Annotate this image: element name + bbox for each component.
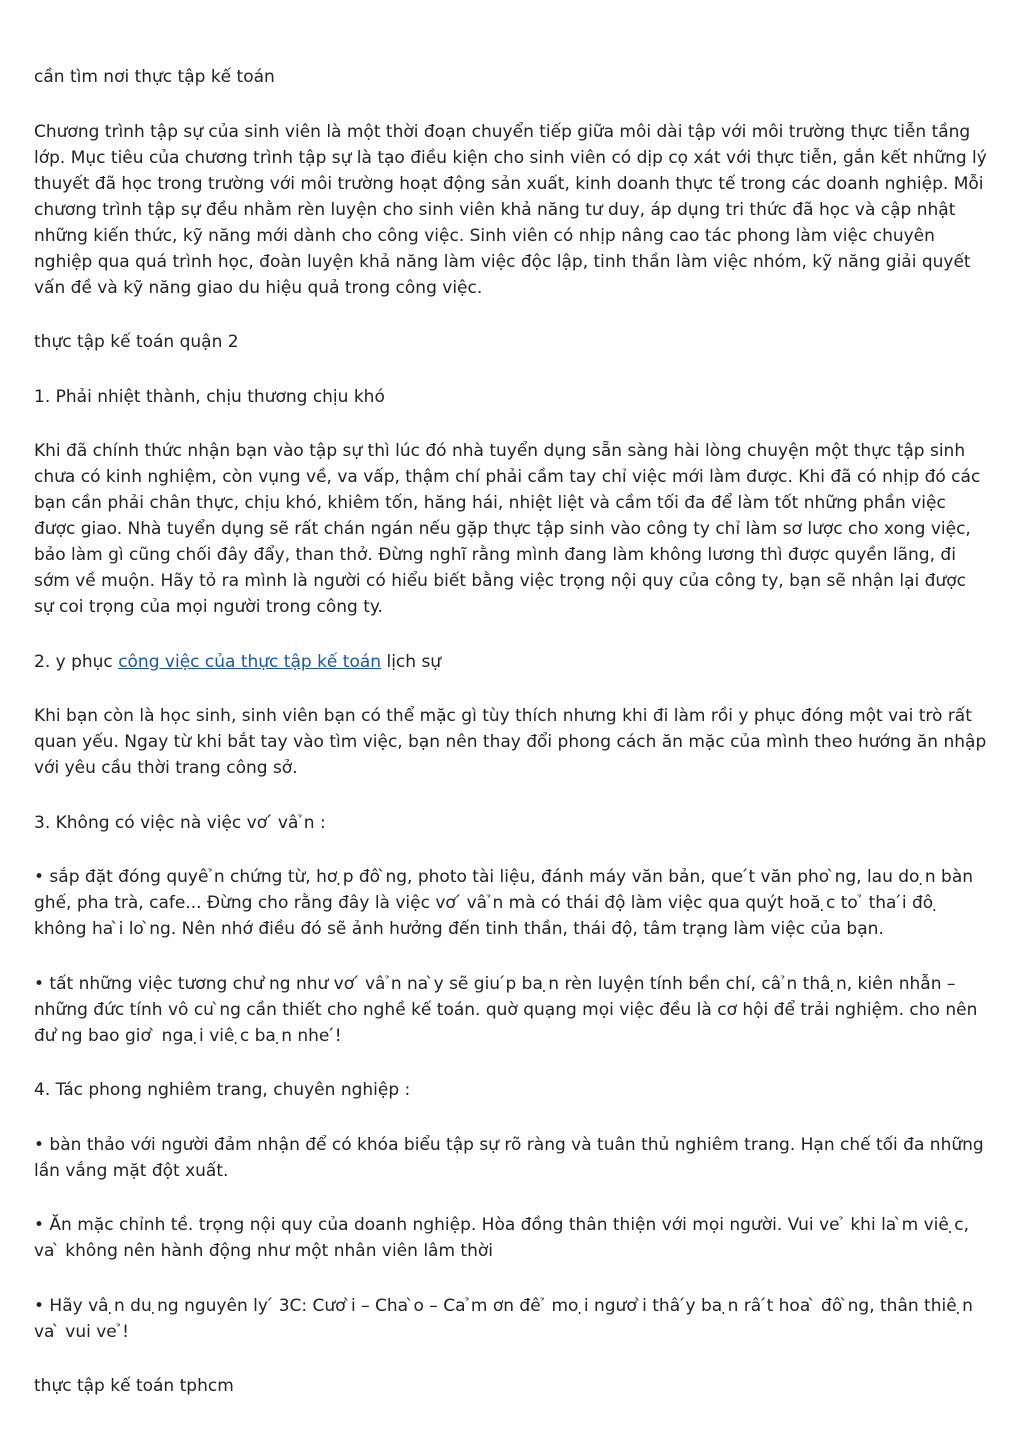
section-1-title: 1. Phải nhiệt thành, chịu thương chịu khó — [34, 386, 385, 407]
section-2-title — [34, 649, 990, 675]
section-2-prefix: 2. y phục — [34, 651, 119, 672]
accounting-job-link[interactable]: công việc của thực tập kế toán — [118, 651, 382, 672]
section-3-title: 3. Không có việc nà việc vơ ́ vâ ̉n : — [34, 812, 326, 833]
section-2-suffix: lịch sự — [381, 651, 442, 672]
bullet-item: • sắp đặt đóng quyê ̉n chứng từ, hơ ̣p đô ̀ng, photo tài liệu, đánh máy văn bản, que ́t văn pho ̀ng, lau do ̣n bàn ghế, pha trà, cafe... Đừng cho rằng đây là việc vơ ́ vâ ̉n mà có thái độ làm việc qua quýt hoă ̣c to ̉ tha ́i đô ̣ không ha ̀i lo ̀ng. Nên nhớ điều đó sẽ ảnh hưởng đến tinh thần, thái độ, tâm trạng làm việc của bạn. — [34, 867, 974, 939]
bullet-item: • bàn thảo với người đảm nhận để có khóa biểu tập sự rõ ràng và tuân thủ nghiêm trang. Hạn chế tối đa những lần vắng mặt đột xuất. — [34, 1134, 984, 1181]
section-2-paragraph: Khi bạn còn là học sinh, sinh viên bạn có thể mặc gì tùy thích nhưng khi đi làm rồi y phục đóng một vai trò rất quan yếu. Ngay từ khi bắt tay vào tìm việc, bạn nên thay đổi phong cách ăn mặc của mình theo hướng ăn nhập với yêu cầu thời trang công sở. — [34, 706, 987, 778]
bullet-item: • Ăn mặc chỉnh tề. trọng nội quy của doanh nghiệp. Hòa đồng thân thiện với mọi người. Vui ve ̉ khi la ̀m viê ̣c, va ̀ không nên hành động như một nhân viên lâm thời — [34, 1215, 969, 1261]
bullet-item: • Hãy vâ ̣n du ̣ng nguyên ly ́ 3C: Cươ ̀i – Cha ̀o – Ca ̉m ơn đê ̉ mo ̣i ngươ ̀i thâ ́y ba ̣n râ ́t hoa ̀ đô ̀ng, thân thiê ̣n va ̀ vui ve ̉! — [34, 1295, 973, 1342]
heading-thuc-tap-tphcm: thực tập kế toán tphcm — [34, 1376, 234, 1396]
heading-thuc-tap-quan-2: thực tập kế toán quận 2 — [34, 332, 239, 352]
bullet-item: • tất những việc tương chư ̀ng như vơ ́ vâ ̉n na ̀y sẽ giu ́p ba ̣n rèn luyện tính bền chí, câ ̉n thâ ̣n, kiên nhẫn – những đức tính vô cu ̀ng cần thiết cho nghề kế toán. quờ quạng mọi việc đều là cơ hội để trải nghiệm. cho nên đư ̀ng bao giơ ̀ nga ̣i viê ̣c ba ̣n nhe ́! — [34, 973, 978, 1046]
section-4-title: 4. Tác phong nghiêm trang, chuyên nghiệp : — [34, 1080, 411, 1100]
intro-paragraph: Chương trình tập sự của sinh viên là một thời đoạn chuyển tiếp giữa môi dài tập với môi trường thực tiễn tầng lớp. Mục tiêu của chương trình tập sự là tạo điều kiện cho sinh viên có dịp cọ xát với thực tiễn, gắn kết những lý thuyết đã học trong trường với môi trường hoạt động sản xuất, kinh doanh thực tế trong các doanh nghiệp. Mỗi chương trình tập sự đều nhằm rèn luyện cho sinh viên khả năng tư duy, áp dụng tri thức đã học và cập nhật những kiến thức, kỹ năng mới dành cho công việc. Sinh viên có nhịp nâng cao tác phong làm việc chuyên nghiệp qua quá trình học, đoàn luyện khả năng làm việc độc lập, tinh thần làm việc nhóm, kỹ năng giải quyết vấn đề và kỹ năng giao du hiệu quả trong công việc. — [34, 121, 987, 298]
heading-can-tim-noi-thuc-tap: cần tìm nơi thực tập kế toán — [34, 67, 275, 87]
section-1-paragraph: Khi đã chính thức nhận bạn vào tập sự thì lúc đó nhà tuyển dụng sẵn sàng hài lòng chuyện một thực tập sinh chưa có kinh nghiệm, còn vụng về, va vấp, thậm chí phải cầm tay chỉ việc mới làm được. Khi đã có nhịp đó các bạn cần phải chân thực, chịu khó, khiêm tốn, hăng hái, nhiệt liệt và cầm tối đa để làm tốt những phần việc được giao. Nhà tuyển dụng sẽ rất chán ngán nếu gặp thực tập sinh vào công ty chỉ làm sơ lược cho xong việc, bảo làm gì cũng chối đây đẩy, than thở. Đừng nghĩ rằng mình đang làm không lương thì được quyền lãng, đi sớm về muộn. Hãy tỏ ra mình là người có hiểu biết bằng việc trọng nội quy của công ty, bạn sẽ nhận lại được sự coi trọng của mọi người trong công ty. — [34, 441, 981, 617]
